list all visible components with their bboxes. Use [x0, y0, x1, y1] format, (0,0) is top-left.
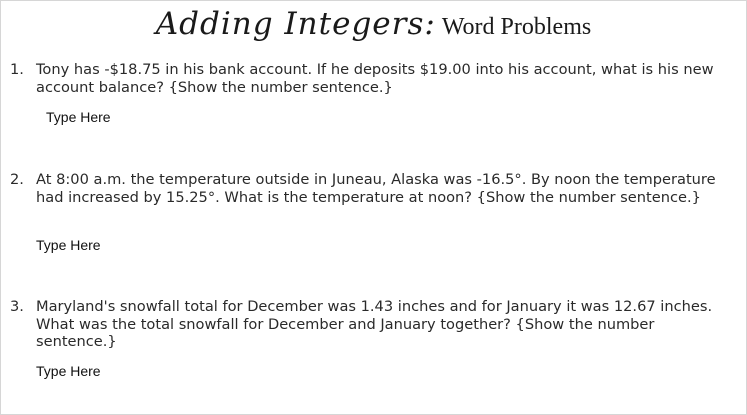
- question-text: Tony has -$18.75 in his bank account. If he deposits $19.00 into his account, what is his new account balance? {Show the number sentence.}: [36, 61, 714, 96]
- question-3: [10, 298, 735, 351]
- answer-box-3[interactable]: Type Here: [36, 363, 101, 379]
- question-number: 2.: [10, 171, 24, 188]
- question-number: 1.: [10, 61, 24, 78]
- question-number: 3.: [10, 298, 24, 315]
- question-text: At 8:00 a.m. the temperature outside in Juneau, Alaska was -16.5°. By noon the temperature had increased by 15.25°. What is the temperature at noon? {Show the number sentence.}: [36, 171, 716, 206]
- answer-box-1[interactable]: Type Here: [46, 109, 111, 125]
- answer-box-2[interactable]: Type Here: [36, 237, 101, 253]
- title-script: Adding Integers:: [155, 6, 436, 42]
- title-plain: Word Problems: [441, 14, 592, 40]
- question-text: Maryland's snowfall total for December was 1.43 inches and for January it was 12.67 inches. What was the total snowfall for December and January together? {Show the number sentence.}: [36, 298, 713, 350]
- question-1: [10, 61, 735, 96]
- worksheet-title: [0, 6, 747, 42]
- question-2: [10, 171, 735, 206]
